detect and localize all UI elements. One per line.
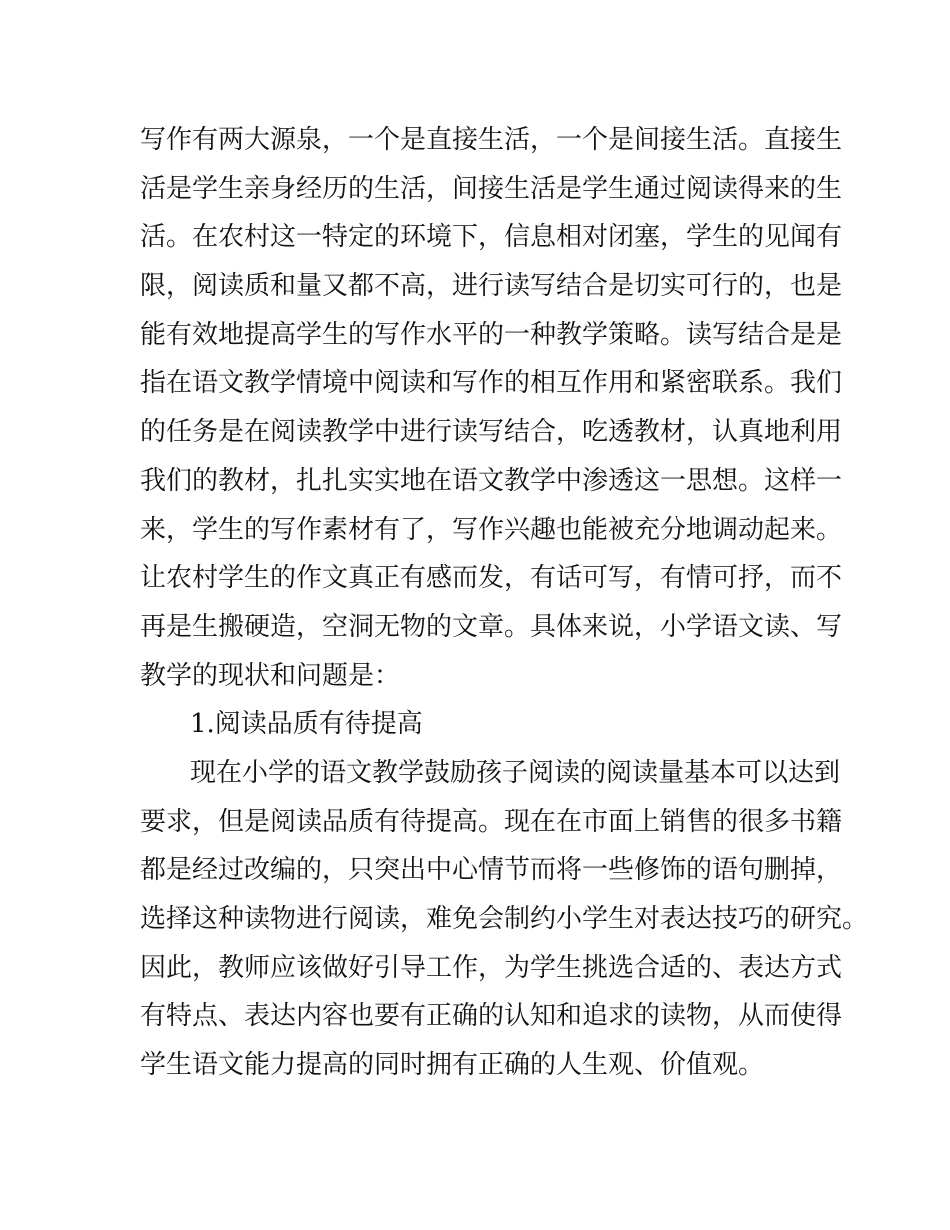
paragraph-line: 我们的教材，扎扎实实地在语文教学中渗透这一思想。这样一 <box>140 465 843 496</box>
paragraph-line: 活。在农村这一特定的环境下，信息相对闭塞，学生的见闻有 <box>140 222 843 253</box>
paragraph-line: 因此，教师应该做好引导工作，为学生挑选合适的、表达方式 <box>140 952 843 983</box>
paragraph-line: 活是学生亲身经历的生活，间接生活是学生通过阅读得来的生 <box>140 173 843 204</box>
paragraph-line: 要求，但是阅读品质有待提高。现在在市面上销售的很多书籍 <box>140 806 843 837</box>
paragraph-line: 有特点、表达内容也要有正确的认知和追求的读物，从而使得 <box>140 1001 843 1032</box>
paragraph-line: 学生语文能力提高的同时拥有正确的人生观、价值观。 <box>140 1050 765 1081</box>
paragraph-line: 都是经过改编的，只突出中心情节而将一些修饰的语句删掉， <box>140 855 843 886</box>
paragraph-line: 教学的现状和问题是： <box>140 660 401 691</box>
paragraph-line: 写作有两大源泉，一个是直接生活，一个是间接生活。直接生 <box>140 125 843 155</box>
paragraph-line: 现在小学的语文教学鼓励孩子阅读的阅读量基本可以达到 <box>190 757 841 788</box>
paragraph-line: 让农村学生的作文真正有感而发，有话可写，有情可抒，而不 <box>140 563 843 594</box>
paragraph-line: 再是生搬硬造，空洞无物的文章。具体来说，小学语文读、写 <box>140 611 843 642</box>
paragraph-line: 选择这种读物进行阅读，难免会制约小学生对表达技巧的研究。 <box>140 904 869 934</box>
section-heading: 1.阅读品质有待提高 <box>190 709 423 740</box>
paragraph-line: 指在语文教学情境中阅读和写作的相互作用和紧密联系。我们 <box>140 368 843 399</box>
paragraph-line: 能有效地提高学生的写作水平的一种教学策略。读写结合是是 <box>140 319 843 350</box>
document-body <box>140 116 869 1090</box>
paragraph-line: 的任务是在阅读教学中进行读写结合，吃透教材，认真地利用 <box>140 417 843 448</box>
paragraph-line: 限，阅读质和量又都不高，进行读写结合是切实可行的，也是 <box>140 271 843 302</box>
paragraph-line: 来，学生的写作素材有了，写作兴趣也能被充分地调动起来。 <box>140 514 843 545</box>
